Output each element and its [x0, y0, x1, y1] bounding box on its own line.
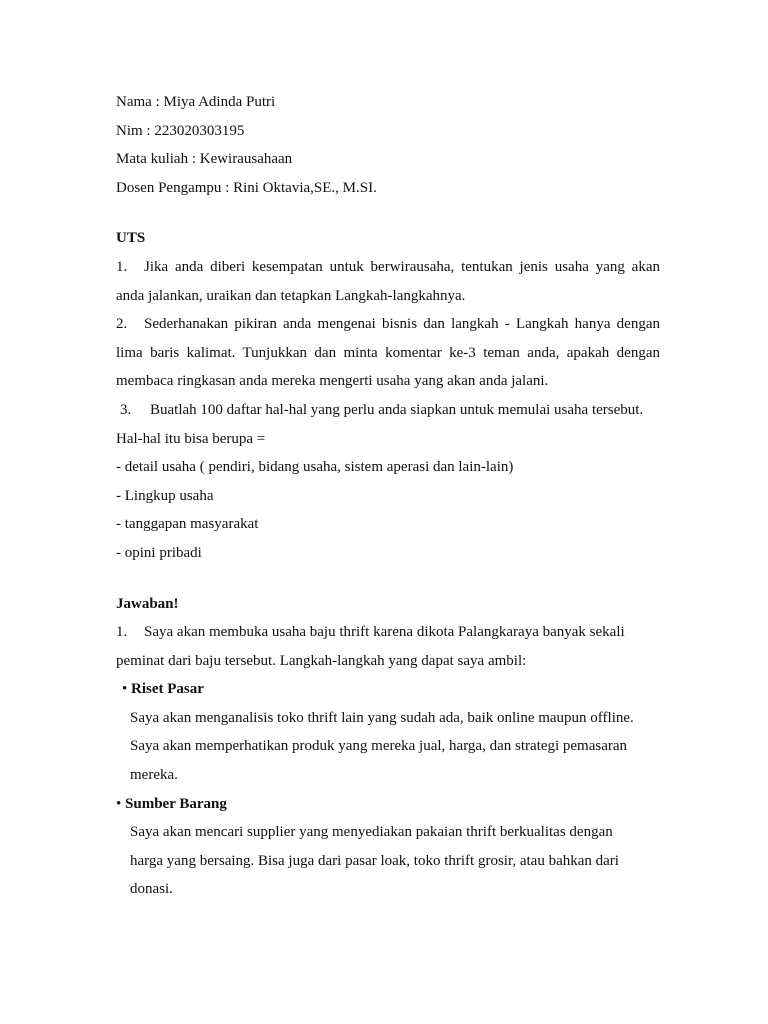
- answer-1-number: 1.: [116, 624, 128, 641]
- question-1-line-2: anda jalankan, uraikan dan tetapkan Langkah-langkahnya.: [116, 287, 466, 304]
- answer-1-text: Saya akan membuka usaha baju thrift karena dikota Palangkaraya banyak sekali: [144, 624, 625, 641]
- bullet-icon: •: [122, 681, 128, 698]
- sumber-barang-title: Sumber Barang: [125, 795, 227, 812]
- list-item: - detail usaha ( pendiri, bidang usaha, sistem aperasi dan lain-lain): [116, 459, 514, 476]
- document-page: [116, 88, 660, 904]
- student-nim: Nim : 223020303195: [116, 122, 245, 139]
- question-3-line-1: [116, 396, 660, 425]
- sumber-barang-line-1: Saya akan mencari supplier yang menyediakan pakaian thrift berkualitas dengan: [130, 824, 613, 841]
- spacer: [116, 568, 660, 590]
- question-2-line-1: [116, 310, 660, 339]
- student-name: Nama : Miya Adinda Putri: [116, 94, 276, 110]
- question-2-text: Sederhanakan pikiran anda mengenai bisnis dan langkah - Langkah hanya dengan: [144, 316, 660, 333]
- riset-pasar-line-3: mereka.: [130, 767, 178, 784]
- question-3-text: Buatlah 100 daftar hal-hal yang perlu anda siapkan untuk memulai usaha tersebut.: [150, 401, 644, 418]
- question-2-number: 2.: [116, 316, 128, 333]
- answer-1-line-1: [116, 618, 660, 647]
- answer-1-line-2: peminat dari baju tersebut. Langkah-langkah yang dapat saya ambil:: [116, 652, 527, 669]
- question-3-line-2: Hal-hal itu bisa berupa =: [116, 430, 266, 447]
- uts-heading: UTS: [116, 230, 146, 247]
- riset-pasar-line-2: Saya akan memperhatikan produk yang mereka jual, harga, dan strategi pemasaran: [130, 738, 628, 755]
- spacer: [116, 202, 660, 224]
- question-2-line-3: membaca ringkasan anda mereka mengerti usaha yang akan anda jalani.: [116, 373, 549, 390]
- question-3-number: 3.: [120, 401, 132, 418]
- riset-pasar-title: Riset Pasar: [131, 681, 204, 698]
- sumber-barang-line-3: donasi.: [130, 881, 173, 898]
- riset-pasar-heading: [116, 675, 660, 704]
- sumber-barang-line-2: harga yang bersaing. Bisa juga dari pasar loak, toko thrift grosir, atau bahkan dari: [130, 852, 619, 869]
- course-name: Mata kuliah : Kewirausahaan: [116, 151, 293, 168]
- riset-pasar-line-1: Saya akan menganalisis toko thrift lain yang sudah ada, baik online maupun offline.: [130, 709, 634, 726]
- lecturer-name: Dosen Pengampu : Rini Oktavia,SE., M.SI.: [116, 179, 377, 196]
- question-1-number: 1.: [116, 258, 128, 275]
- question-1-text: Jika anda diberi kesempatan untuk berwirausaha, tentukan jenis usaha yang akan: [144, 258, 660, 275]
- jawaban-heading: Jawaban!: [116, 595, 179, 612]
- question-2-line-2: lima baris kalimat. Tunjukkan dan minta komentar ke-3 teman anda, apakah dengan: [116, 344, 660, 361]
- sumber-barang-heading: [116, 790, 660, 819]
- list-item: - Lingkup usaha: [116, 487, 214, 504]
- list-item: - tanggapan masyarakat: [116, 516, 259, 533]
- question-1-line-1: [116, 253, 660, 282]
- list-item: - opini pribadi: [116, 544, 202, 561]
- bullet-icon: •: [116, 795, 122, 812]
